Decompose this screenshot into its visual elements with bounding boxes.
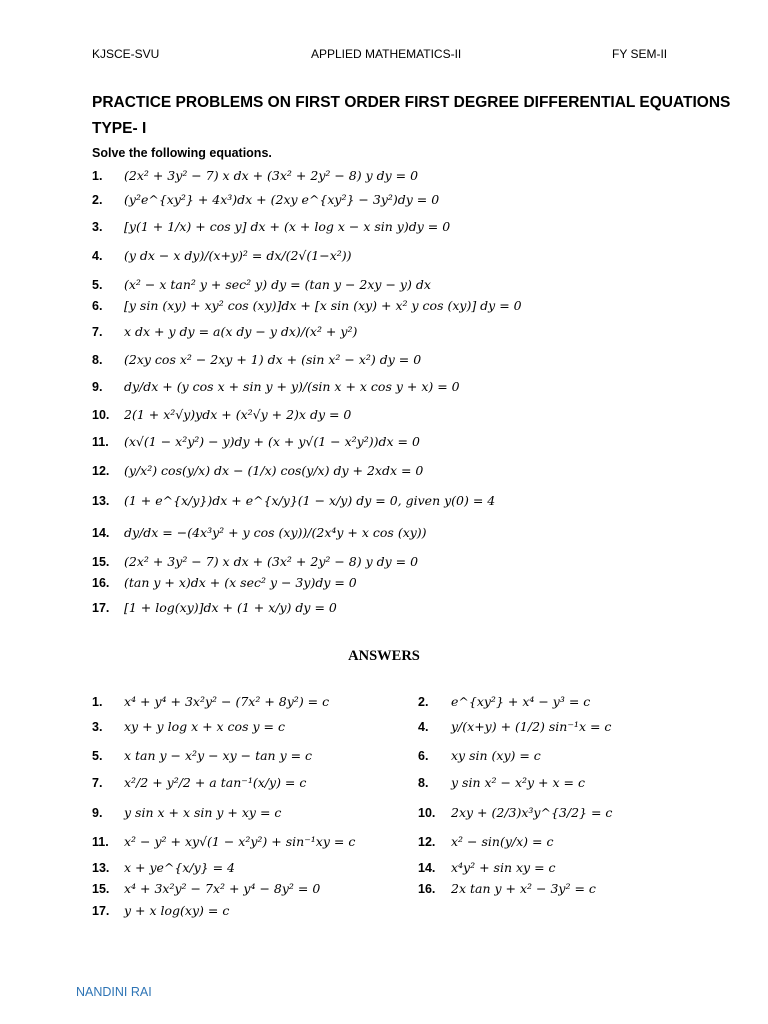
- problem-equation: (2xy cos x² − 2xy + 1) dx + (sin x² − x²) dy = 0: [124, 352, 422, 367]
- answer-number: 14.: [418, 861, 436, 875]
- problem-equation: dy/dx + (y cos x + sin y + y)/(sin x + x cos y + x) = 0: [124, 379, 460, 394]
- problem-number: 6.: [92, 299, 103, 313]
- problem-equation: (1 + e^{x/y})dx + e^{x/y}(1 − x/y) dy = 0, given y(0) = 4: [124, 493, 496, 508]
- answer-equation: x⁴y² + sin xy = c: [451, 860, 556, 875]
- answer-number: 13.: [92, 861, 110, 875]
- problem-number: 14.: [92, 526, 110, 540]
- answer-equation: y/(x+y) + (1/2) sin⁻¹x = c: [451, 719, 612, 734]
- answer-equation: xy + y log x + x cos y = c: [124, 719, 285, 734]
- answer-equation: 2xy + (2/3)x³y^{3/2} = c: [451, 805, 613, 820]
- answer-number: 12.: [418, 835, 436, 849]
- problem-equation: (2x² + 3y² − 7) x dx + (3x² + 2y² − 8) y dy = 0: [124, 554, 419, 569]
- answer-number: 6.: [418, 749, 429, 763]
- problem-number: 12.: [92, 464, 110, 478]
- answer-number: 11.: [92, 835, 109, 849]
- header-center: APPLIED MATHEMATICS-II: [311, 47, 462, 61]
- problem-number: 5.: [92, 278, 103, 292]
- answer-number: 8.: [418, 776, 429, 790]
- header-right: FY SEM-II: [612, 47, 668, 61]
- problem-equation: [1 + log(xy)]dx + (1 + x/y) dy = 0: [124, 600, 337, 615]
- problem-number: 3.: [92, 220, 103, 234]
- answer-number: 3.: [92, 720, 103, 734]
- answer-equation: x² − y² + xy√(1 − x²y²) + sin⁻¹xy = c: [124, 834, 356, 849]
- answer-equation: x² − sin(y/x) = c: [451, 834, 554, 849]
- problem-number: 13.: [92, 494, 110, 508]
- answer-equation: xy sin (xy) = c: [451, 748, 541, 763]
- answer-number: 16.: [418, 882, 436, 896]
- problem-equation: 2(1 + x²√y)ydx + (x²√y + 2)x dy = 0: [124, 407, 352, 422]
- problem-number: 11.: [92, 435, 109, 449]
- answer-number: 15.: [92, 882, 110, 896]
- problem-equation: [y(1 + 1/x) + cos y] dx + (x + log x − x sin y)dy = 0: [124, 219, 451, 234]
- answer-equation: x⁴ + 3x²y² − 7x² + y⁴ − 8y² = 0: [124, 881, 321, 896]
- problem-number: 4.: [92, 249, 103, 263]
- answer-number: 17.: [92, 904, 110, 918]
- problem-number: 7.: [92, 325, 103, 339]
- answer-number: 2.: [418, 695, 429, 709]
- answer-number: 1.: [92, 695, 103, 709]
- answer-number: 10.: [418, 806, 436, 820]
- problem-number: 10.: [92, 408, 110, 422]
- answer-number: 4.: [418, 720, 429, 734]
- problem-number: 2.: [92, 193, 103, 207]
- problem-number: 16.: [92, 576, 110, 590]
- answer-equation: y + x log(xy) = c: [124, 903, 230, 918]
- problem-equation: (tan y + x)dx + (x sec² y − 3y)dy = 0: [124, 575, 357, 590]
- answer-equation: e^{xy²} + x⁴ − y³ = c: [451, 694, 591, 709]
- answer-equation: 2x tan y + x² − 3y² = c: [451, 881, 596, 896]
- problem-equation: (y/x²) cos(y/x) dx − (1/x) cos(y/x) dy + 2xdx = 0: [124, 463, 424, 478]
- answer-equation: x⁴ + y⁴ + 3x²y² − (7x² + 8y²) = c: [124, 694, 330, 709]
- problem-number: 8.: [92, 353, 103, 367]
- answer-equation: y sin x² − x²y + x = c: [451, 775, 585, 790]
- problem-equation: (y dx − x dy)/(x+y)² = dx/(2√(1−x²)): [124, 248, 352, 263]
- page-title: PRACTICE PROBLEMS ON FIRST ORDER FIRST DEGREE DIFFERENTIAL EQUATIONS: [92, 94, 731, 111]
- problem-equation: [y sin (xy) + xy² cos (xy)]dx + [x sin (xy) + x² y cos (xy)] dy = 0: [124, 298, 522, 313]
- problem-number: 9.: [92, 380, 103, 394]
- problem-number: 15.: [92, 555, 110, 569]
- answers-title: ANSWERS: [348, 648, 420, 664]
- answer-equation: x + ye^{x/y} = 4: [124, 860, 236, 875]
- problem-equation: (x² − x tan² y + sec² y) dy = (tan y − 2xy − y) dx: [124, 277, 431, 292]
- answer-number: 5.: [92, 749, 103, 763]
- section-subtitle: TYPE- I: [92, 120, 147, 137]
- instruction-text: Solve the following equations.: [92, 146, 272, 160]
- problem-number: 17.: [92, 601, 110, 615]
- problem-number: 1.: [92, 169, 103, 183]
- problem-equation: dy/dx = −(4x³y² + y cos (xy))/(2x⁴y + x cos (xy)): [124, 525, 427, 540]
- answer-number: 9.: [92, 806, 103, 820]
- answer-equation: x tan y − x²y − xy − tan y = c: [124, 748, 313, 763]
- problem-equation: (x√(1 − x²y²) − y)dy + (x + y√(1 − x²y²))dx = 0: [124, 434, 420, 449]
- header-left: KJSCE-SVU: [92, 47, 160, 61]
- answer-number: 7.: [92, 776, 103, 790]
- problem-equation: x dx + y dy = a(x dy − y dx)/(x² + y²): [124, 324, 358, 339]
- answer-equation: y sin x + x sin y + xy = c: [124, 805, 282, 820]
- problem-equation: (y²e^{xy²} + 4x³)dx + (2xy e^{xy²} − 3y²)dy = 0: [124, 192, 440, 207]
- problem-equation: (2x² + 3y² − 7) x dx + (3x² + 2y² − 8) y dy = 0: [124, 168, 419, 183]
- answer-equation: x²/2 + y²/2 + a tan⁻¹(x/y) = c: [124, 775, 307, 790]
- footer-author: NANDINI RAI: [76, 985, 152, 999]
